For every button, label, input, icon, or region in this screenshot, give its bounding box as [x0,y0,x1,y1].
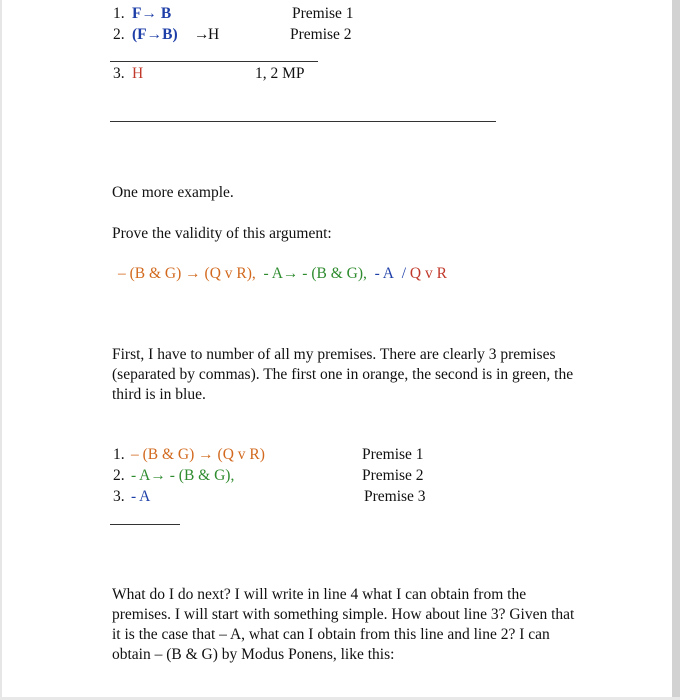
intro-text: One more example. [112,184,234,201]
proof2-line1-formula: – (B & G) → (Q v R) [131,446,265,463]
page-left-edge [0,0,2,700]
argument-premise3: - A [374,265,394,282]
proof2-line3-formula: - A [131,488,151,505]
proof2-line2-justification: Premise 2 [362,467,424,484]
proof2-line3-justification: Premise 3 [364,488,426,505]
proof1-line2-number: 2. [113,26,125,43]
explanation-paragraph-1: First, I have to number of all my premises. There are clearly 3 premises (separated by commas). The first one in orange, the second is in green, the third is in blue. [112,346,574,403]
argument-separator: / [401,265,407,282]
argument-premise2: - A→ - (B & G), [263,265,367,282]
section-divider [110,121,496,122]
proof1-conclusion-rule [110,61,318,62]
proof1-line2-justification: Premise 2 [290,26,352,43]
proof1-line3-formula: H [132,65,144,82]
argument-line [118,264,447,284]
proof1-line3-justification: 1, 2 MP [255,65,305,82]
proof1-line1-justification: Premise 1 [292,5,354,22]
proof1-line2-formula: (F→B) [132,26,178,43]
proof2-line1-justification: Premise 1 [362,446,424,463]
proof2-line2-formula: - A→ - (B & G), [131,467,235,484]
explanation-paragraph-2: What do I do next? I will write in line 4 what I can obtain from the premises. I will start with something simple. How about line 3? Given that it is the case that – A, what can I obtain from this line and line 2? I can obtain – (B & G) by Modus Ponens, like this: [112,586,575,663]
argument-premise1: – (B & G) → (Q v R), [118,265,256,282]
argument-conclusion: Q v R [409,265,447,282]
proof1-line3-number: 3. [113,65,125,82]
proof1-line2-tail: H [208,26,220,43]
instruction-text: Prove the validity of this argument: [112,225,332,242]
proof1-line1-number: 1. [113,5,125,22]
page-right-edge [672,0,680,700]
proof1-line1-formula: F→ B [132,5,172,22]
proof2-line1-number: 1. [113,446,125,463]
proof2-line3-number: 3. [113,488,125,505]
proof2-conclusion-rule [110,524,180,525]
proof1-line2-arrow: → [194,26,210,43]
proof2-line2-number: 2. [113,467,125,484]
